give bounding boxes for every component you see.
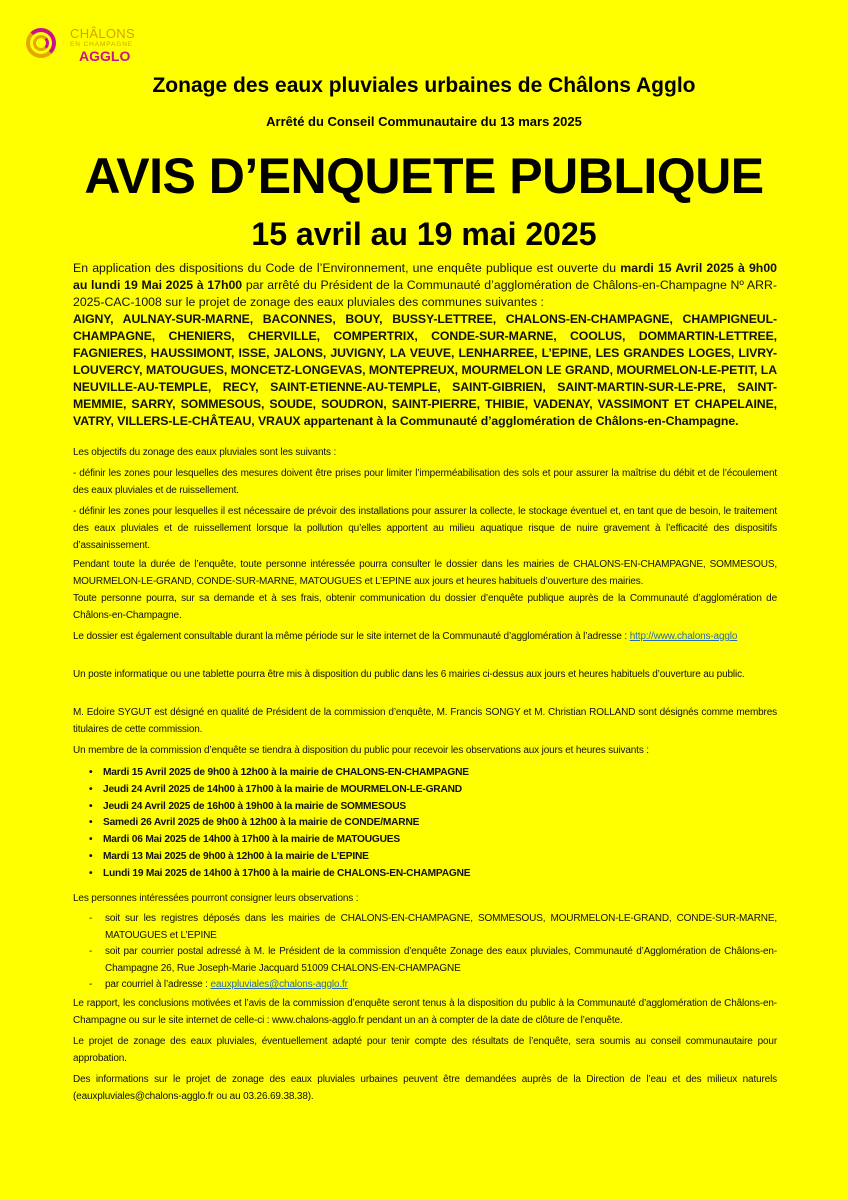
document-title: Zonage des eaux pluviales urbaines de Châlons Agglo bbox=[152, 74, 696, 97]
list-item: • Mardi 06 Mai 2025 de 14h00 à 17h00 à la mairie de MATOUGUES bbox=[73, 832, 777, 849]
list-item bbox=[73, 977, 777, 994]
commission-paragraph: M. Edoire SYGUT est désigné en qualité de Président de la commission d’enquête, M. Francis SONGY et M. Christian ROLLAND sont désignés comme membres titulaires de cette commission. bbox=[73, 707, 777, 735]
chalons-agglo-logo bbox=[26, 26, 156, 68]
intro-dates-bold: mardi 15 Avril 2025 à 9h00 au lundi 19 Mai 2025 à 17h00 bbox=[73, 261, 777, 292]
logo-inner-ring-icon bbox=[33, 35, 49, 51]
information-paragraph: Des informations sur le projet de zonage des eaux pluviales urbaines peuvent être demandées auprès de la Direction de l’eau et des milieux naturels (eauxpluviales@chalons-agglo.fr ou au 03.26.69.38.38). bbox=[73, 1074, 777, 1102]
website-text: Le dossier est également consultable durant la même période sur le site internet de la Communauté d’agglomération à l’adresse : bbox=[73, 631, 630, 642]
objective-1: - définir les zones pour lesquelles des mesures doivent être prises pour limiter l’imperméabilisation des sols et pour assurer la maîtrise du débit et de l’écoulement des eaux pluviales et de ruissellement. bbox=[73, 468, 777, 496]
headline: AVIS D’ENQUETE PUBLIQUE bbox=[84, 148, 764, 204]
email-link[interactable]: eauxpluviales@chalons-agglo.fr bbox=[210, 979, 348, 990]
logo-text-en-champagne: EN CHAMPAGNE bbox=[70, 41, 134, 48]
objective-2: - définir les zones pour lesquelles il est nécessaire de prévoir des installations pour assurer la collecte, le stockage éventuel et, en tant que de besoin, le traitement des eaux pluviales et de ruissellement lorsque la pollution qu’elles apportent au milieu aquatique risque de nuire gravement à l’efficacité des dispositifs d’assainissement. bbox=[73, 506, 777, 551]
email-label: par courriel à l’adresse : bbox=[105, 979, 211, 990]
list-item: • Mardi 15 Avril 2025 de 9h00 à 12h00 à la mairie de CHALONS-EN-CHAMPAGNE bbox=[73, 765, 777, 782]
permanences-list bbox=[73, 765, 777, 883]
intro-text-end: par arrêté du Président de la Communauté d’agglomération de Châlons-en-Champagne Nº ARR-2025-CAC-1008 sur le projet de zonage des eaux pluviales des communes suivantes : bbox=[73, 278, 777, 309]
report-paragraph: Le rapport, les conclusions motivées et l’avis de la commission d’enquête seront tenus à la disposition du public à la Communauté d’agglomération de Châlons-en-Champagne ou sur le site internet de celle-ci : www.chalons-agglo.fr pendant un an à compter de la date de clôture de l’enquête. bbox=[73, 998, 777, 1026]
list-item: - soit par courrier postal adressé à M. le Président de la commission d’enquête Zonage des eaux pluviales, Communauté d’Agglomération de Châlons-en-Champagne 26, Rue Joseph-Marie Jacquard 51009 CHALONS-EN-CHAMPAGNE bbox=[73, 944, 777, 977]
document-subtitle: Arrêté du Conseil Communautaire du 13 mars 2025 bbox=[266, 114, 582, 129]
intro-paragraph bbox=[73, 260, 777, 311]
list-item: • Samedi 26 Avril 2025 de 9h00 à 12h00 à la mairie de CONDE/MARNE bbox=[73, 815, 777, 832]
permanences-intro: Un membre de la commission d’enquête se tiendra à disposition du public pour recevoir les observations aux jours et heures suivants : bbox=[73, 745, 649, 756]
consultation-paragraph: Pendant toute la durée de l’enquête, toute personne intéressée pourra consulter le dossier dans les mairies de CHALONS-EN-CHAMPAGNE, SOMMESOUS, MOURMELON-LE-GRAND, CONDE-SUR-MARNE, MATOUGUES et L’EPINE aux jours et heures habituels d’ouverture des mairies. bbox=[73, 559, 777, 587]
website-link[interactable]: http://www.chalons-agglo bbox=[629, 631, 738, 642]
inquiry-dates: 15 avril au 19 mai 2025 bbox=[251, 216, 597, 252]
list-item: • Jeudi 24 Avril 2025 de 14h00 à 17h00 à la mairie de MOURMELON-LE-GRAND bbox=[73, 782, 777, 799]
observations-intro: Les personnes intéressées pourront consigner leurs observations : bbox=[73, 893, 359, 904]
list-item: - soit sur les registres déposés dans les mairies de CHALONS-EN-CHAMPAGNE, SOMMESOUS, MOURMELON-LE-GRAND, CONDE-SUR-MARNE, MATOUGUES et L’EPINE bbox=[73, 911, 777, 944]
communes-list: AIGNY, AULNAY-SUR-MARNE, BACONNES, BOUY, BUSSY-LETTREE, CHALONS-EN-CHAMPAGNE, CHAMPIGNEUL-CHAMPAGNE, CHENIERS, CHERVILLE, COMPERTRIX, CONDE-SUR-MARNE, COOLUS, DOMMARTIN-LETTREE, FAGNIERES, HAUSSIMONT, ISSE, JALONS, JUVIGNY, LA VEUVE, LENHARREE, L’EPINE, LES GRANDES LOGES, LIVRY-LOUVERCY, MATOUGUES, MONCETZ-LONGEVAS, MONTEPREUX, MOURMELON LE GRAND, MOURMELON-LE-PETIT, LA NEUVILLE-AU-TEMPLE, RECY, SAINT-ETIENNE-AU-TEMPLE, SAINT-GIBRIEN, SAINT-MARTIN-SUR-LE-PRE, SAINT-MEMMIE, SARRY, SOMMESOUS, SOUDE, SOUDRON, SAINT-PIERRE, THIBIE, VADENAY, VASSIMONT ET CHAPELAINE, VATRY, VILLERS-LE-CHÂTEAU, VRAUX appartenant à la Communauté d’agglomération de Châlons-en-Champagne. bbox=[73, 312, 777, 428]
objectives-intro: Les objectifs du zonage des eaux pluviales sont les suivants : bbox=[73, 447, 337, 458]
approval-paragraph: Le projet de zonage des eaux pluviales, éventuellement adapté pour tenir compte des résultats de l’enquête, sera soumis au conseil communautaire pour approbation. bbox=[73, 1036, 777, 1064]
website-paragraph bbox=[73, 628, 777, 645]
observations-list bbox=[73, 911, 777, 994]
logo-text-agglo: AGGLO bbox=[79, 48, 131, 64]
computer-paragraph: Un poste informatique ou une tablette pourra être mis à disposition du public dans les 6 mairies ci-dessus aux jours et heures habituels d’ouverture au public. bbox=[73, 669, 745, 680]
list-item: • Lundi 19 Mai 2025 de 14h00 à 17h00 à la mairie de CHALONS-EN-CHAMPAGNE bbox=[73, 866, 777, 883]
communication-paragraph: Toute personne pourra, sur sa demande et à ses frais, obtenir communication du dossier d’enquête publique auprès de la Communauté d’agglomération de Châlons-en-Champagne. bbox=[73, 593, 777, 621]
intro-text: En application des dispositions du Code de l’Environnement, une enquête publique est ouverte du bbox=[73, 261, 621, 275]
list-item: • Mardi 13 Mai 2025 de 9h00 à 12h00 à la mairie de L’EPINE bbox=[73, 849, 777, 866]
list-item: • Jeudi 24 Avril 2025 de 16h00 à 19h00 à la mairie de SOMMESOUS bbox=[73, 799, 777, 816]
logo-text-chalons: CHÂLONS bbox=[70, 26, 135, 41]
